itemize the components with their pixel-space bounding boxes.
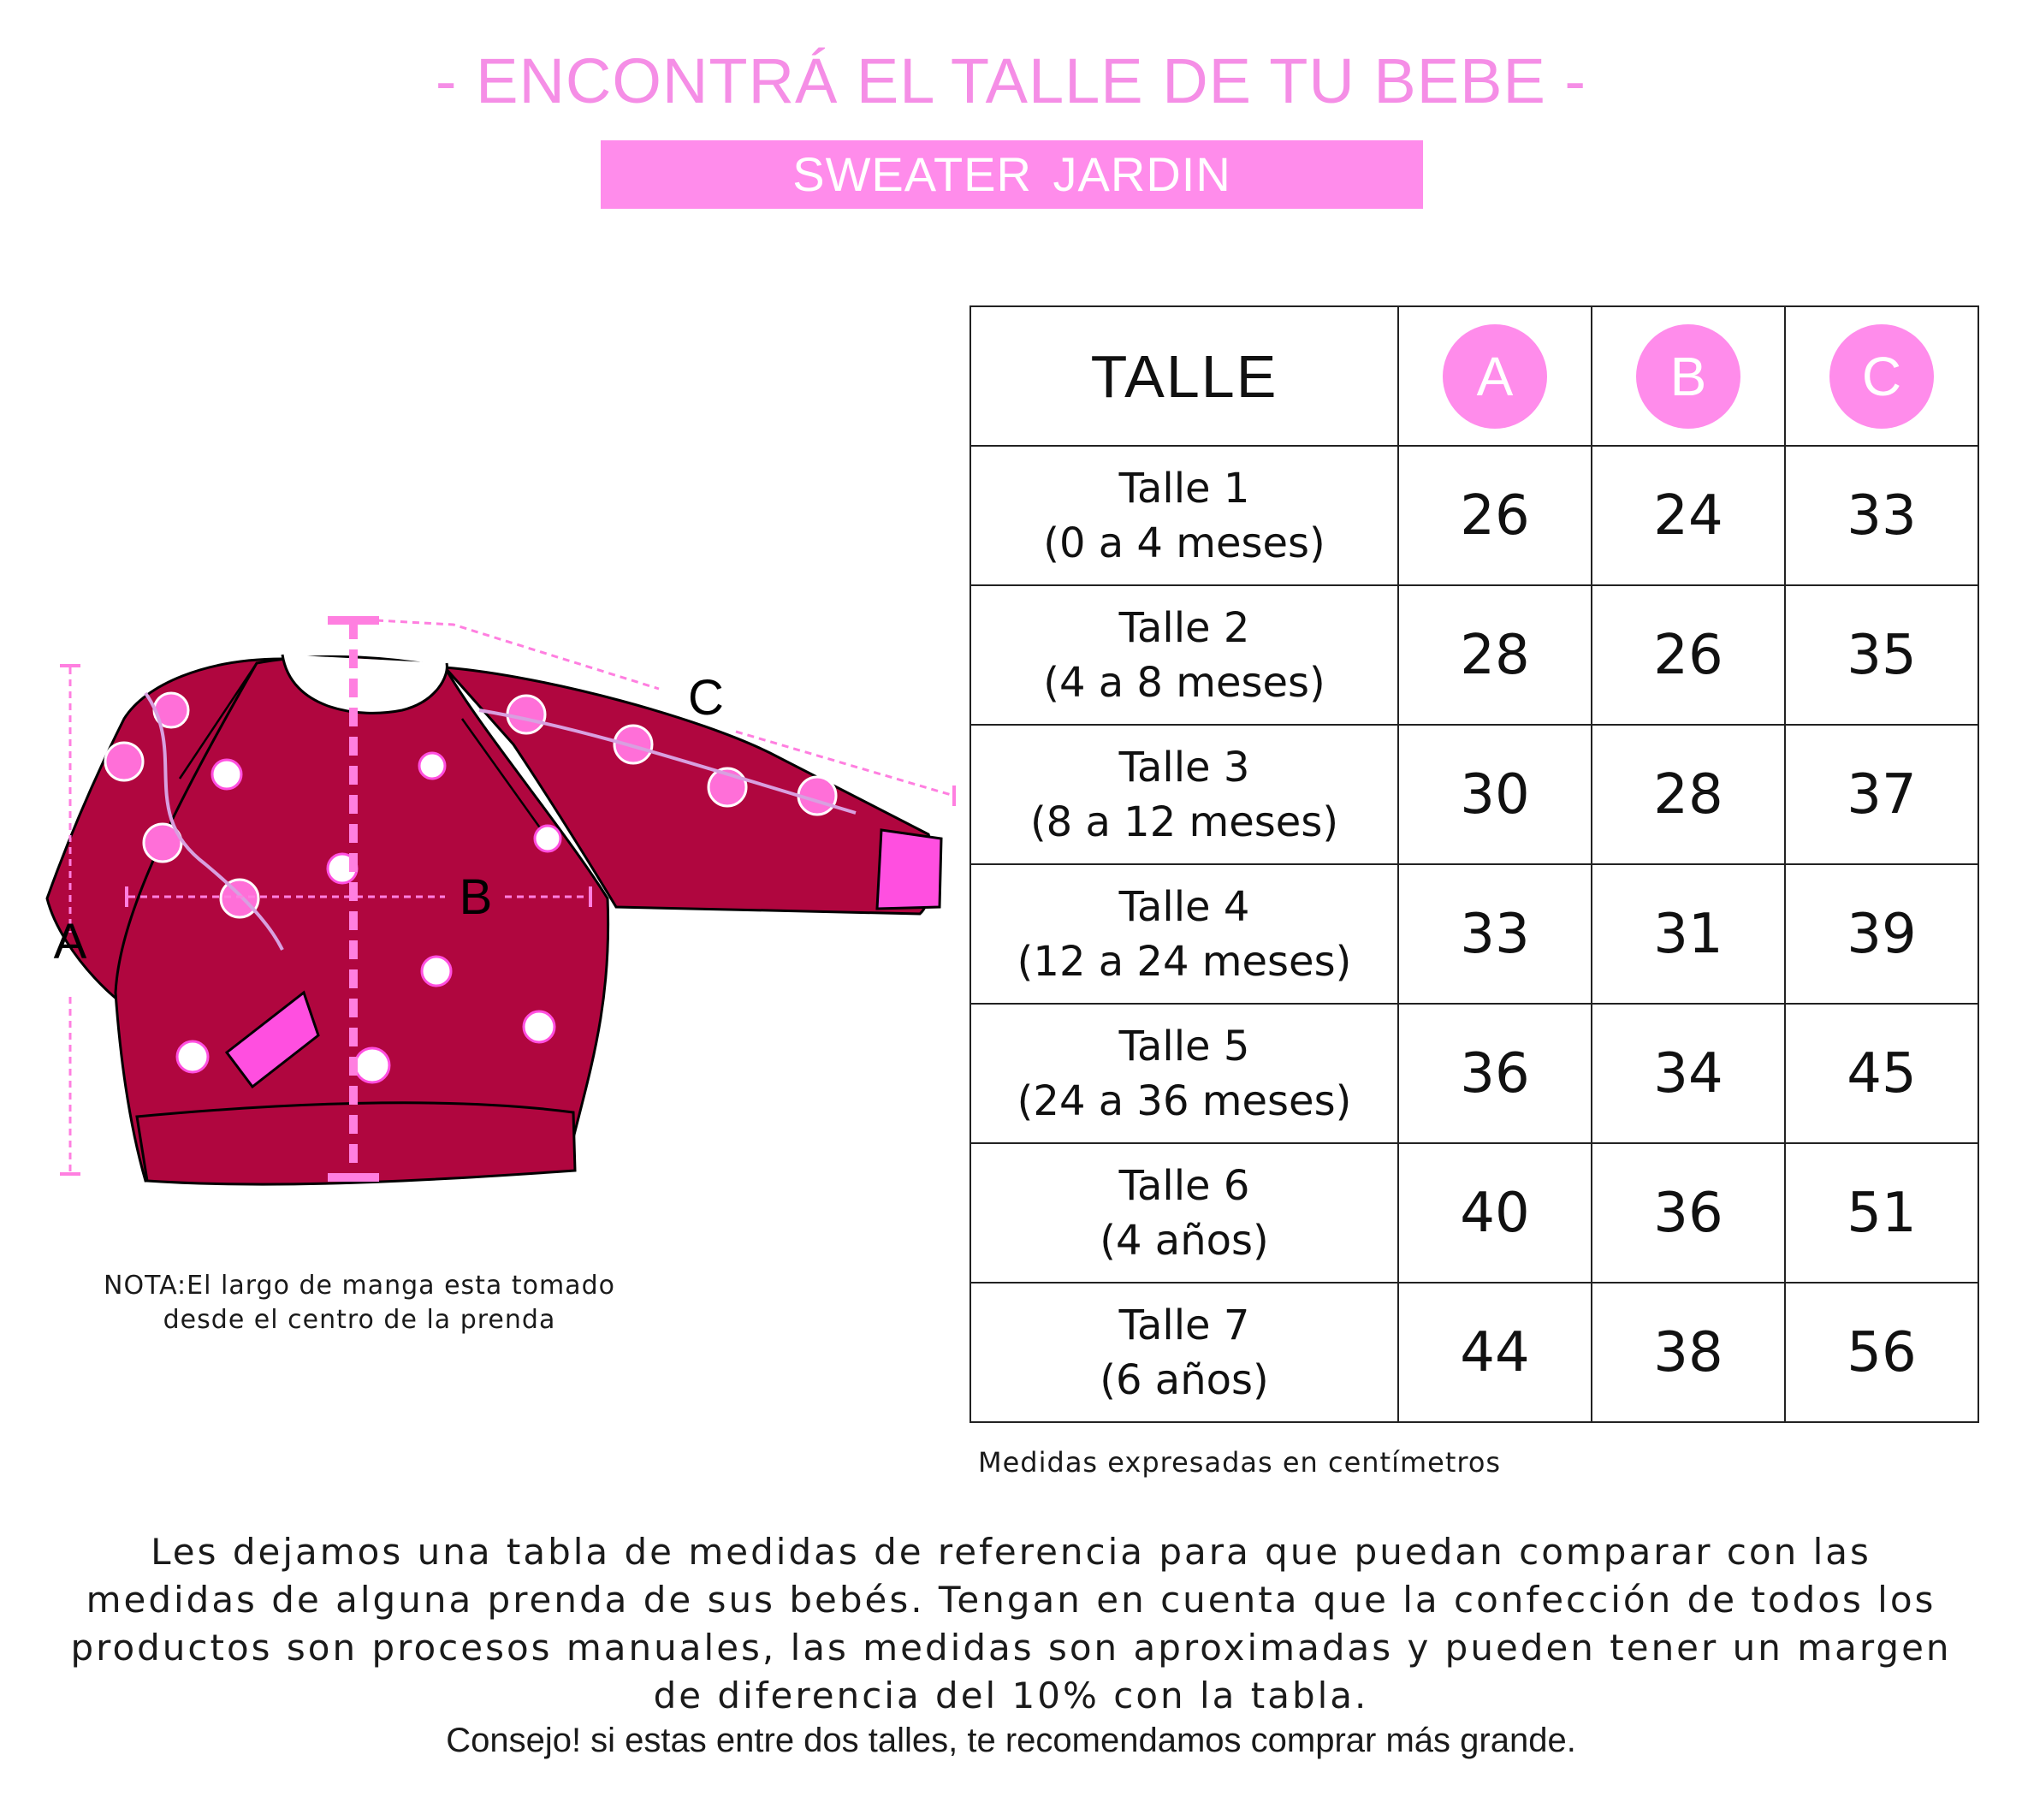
value-b: 31 <box>1592 864 1785 1004</box>
size-label: Talle 2 (4 a 8 meses) <box>970 585 1398 725</box>
table-row <box>970 1283 1978 1422</box>
product-banner: SWEATER JARDIN <box>601 140 1423 209</box>
sleeve-note-line2: desde el centro de la prenda <box>163 1305 556 1335</box>
value-c: 33 <box>1785 446 1978 585</box>
value-a: 33 <box>1398 864 1592 1004</box>
size-table <box>969 305 1979 1423</box>
size-tip: Consejo! si estas entre dos talles, te recomendamos comprar más grande. <box>446 1722 1576 1759</box>
value-a: 44 <box>1398 1283 1592 1422</box>
value-b: 34 <box>1592 1004 1785 1143</box>
table-row <box>970 1004 1978 1143</box>
value-c: 51 <box>1785 1143 1978 1283</box>
size-label: Talle 4 (12 a 24 meses) <box>970 864 1398 1004</box>
sweater-measurement-diagram <box>0 590 975 1206</box>
paragraph-line: de diferencia del 10% con la tabla. <box>653 1675 1369 1716</box>
label-b: B <box>459 869 493 925</box>
value-b: 28 <box>1592 725 1785 864</box>
value-a: 26 <box>1398 446 1592 585</box>
column-c-badge: C <box>1829 324 1934 429</box>
value-c: 45 <box>1785 1004 1978 1143</box>
value-a: 36 <box>1398 1004 1592 1143</box>
value-b: 24 <box>1592 446 1785 585</box>
value-c: 35 <box>1785 585 1978 725</box>
paragraph-line: productos son procesos manuales, las medidas son aproximadas y pueden tener un margen <box>70 1627 1952 1669</box>
size-label: Talle 7 (6 años) <box>970 1283 1398 1422</box>
size-label: Talle 6 (4 años) <box>970 1143 1398 1283</box>
size-table-header-row <box>970 306 1978 446</box>
paragraph-line: Les dejamos una tabla de medidas de referencia para que puedan comparar con las <box>151 1531 1871 1573</box>
column-b-badge: B <box>1636 324 1740 429</box>
table-row <box>970 725 1978 864</box>
paragraph-line: medidas de alguna prenda de sus bebés. Tengan en cuenta que la confección de todos los <box>86 1579 1936 1621</box>
right-cuff <box>877 830 941 909</box>
value-a: 30 <box>1398 725 1592 864</box>
table-row <box>970 1143 1978 1283</box>
label-c: C <box>688 670 724 726</box>
reference-paragraph <box>34 1528 1988 1720</box>
value-b: 26 <box>1592 585 1785 725</box>
table-row <box>970 864 1978 1004</box>
value-c: 39 <box>1785 864 1978 1004</box>
label-a: A <box>53 914 87 969</box>
value-b: 36 <box>1592 1143 1785 1283</box>
value-c: 56 <box>1785 1283 1978 1422</box>
talle-header: TALLE <box>970 306 1398 446</box>
table-row <box>970 446 1978 585</box>
value-c: 37 <box>1785 725 1978 864</box>
units-note: Medidas expresadas en centímetros <box>978 1446 1502 1479</box>
sleeve-note-line1: NOTA:El largo de manga esta tomado <box>104 1271 615 1301</box>
size-label: Talle 5 (24 a 36 meses) <box>970 1004 1398 1143</box>
sleeve-note <box>51 1269 667 1337</box>
page-title: - ENCONTRÁ EL TALLE DE TU BEBE - <box>435 45 1587 116</box>
value-a: 40 <box>1398 1143 1592 1283</box>
size-label: Talle 3 (8 a 12 meses) <box>970 725 1398 864</box>
column-a-badge: A <box>1443 324 1547 429</box>
value-a: 28 <box>1398 585 1592 725</box>
size-label: Talle 1 (0 a 4 meses) <box>970 446 1398 585</box>
value-b: 38 <box>1592 1283 1785 1422</box>
table-row <box>970 585 1978 725</box>
